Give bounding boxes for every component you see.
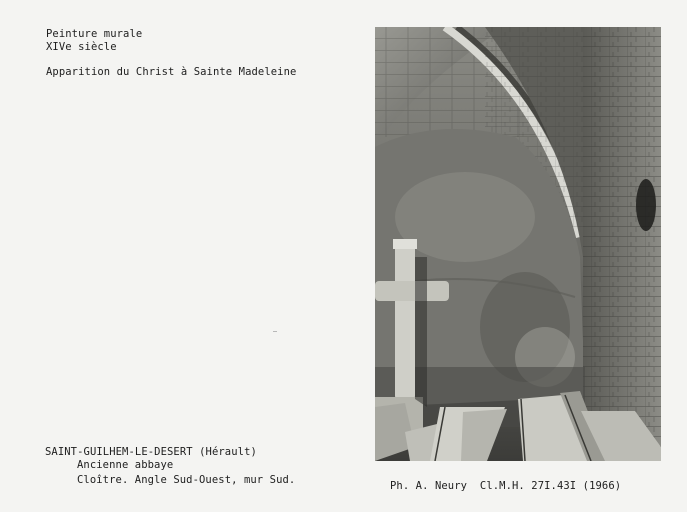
header-title: Apparition du Christ à Sainte Madeleine: [46, 66, 297, 78]
location-building: Ancienne abbaye: [77, 459, 174, 471]
paper-mark: [273, 331, 277, 332]
photo-credit: Ph. A. Neury Cl.M.H. 27I.43I (1966): [390, 480, 622, 492]
photo-illustration: [375, 27, 661, 461]
photograph: [375, 27, 661, 461]
header-century: XIVe siècle: [46, 41, 117, 53]
header-technique: Peinture murale: [46, 28, 143, 40]
location-detail: Cloître. Angle Sud-Ouest, mur Sud.: [77, 474, 296, 486]
location-place: SAINT-GUILHEM-LE-DESERT (Hérault): [45, 446, 257, 458]
